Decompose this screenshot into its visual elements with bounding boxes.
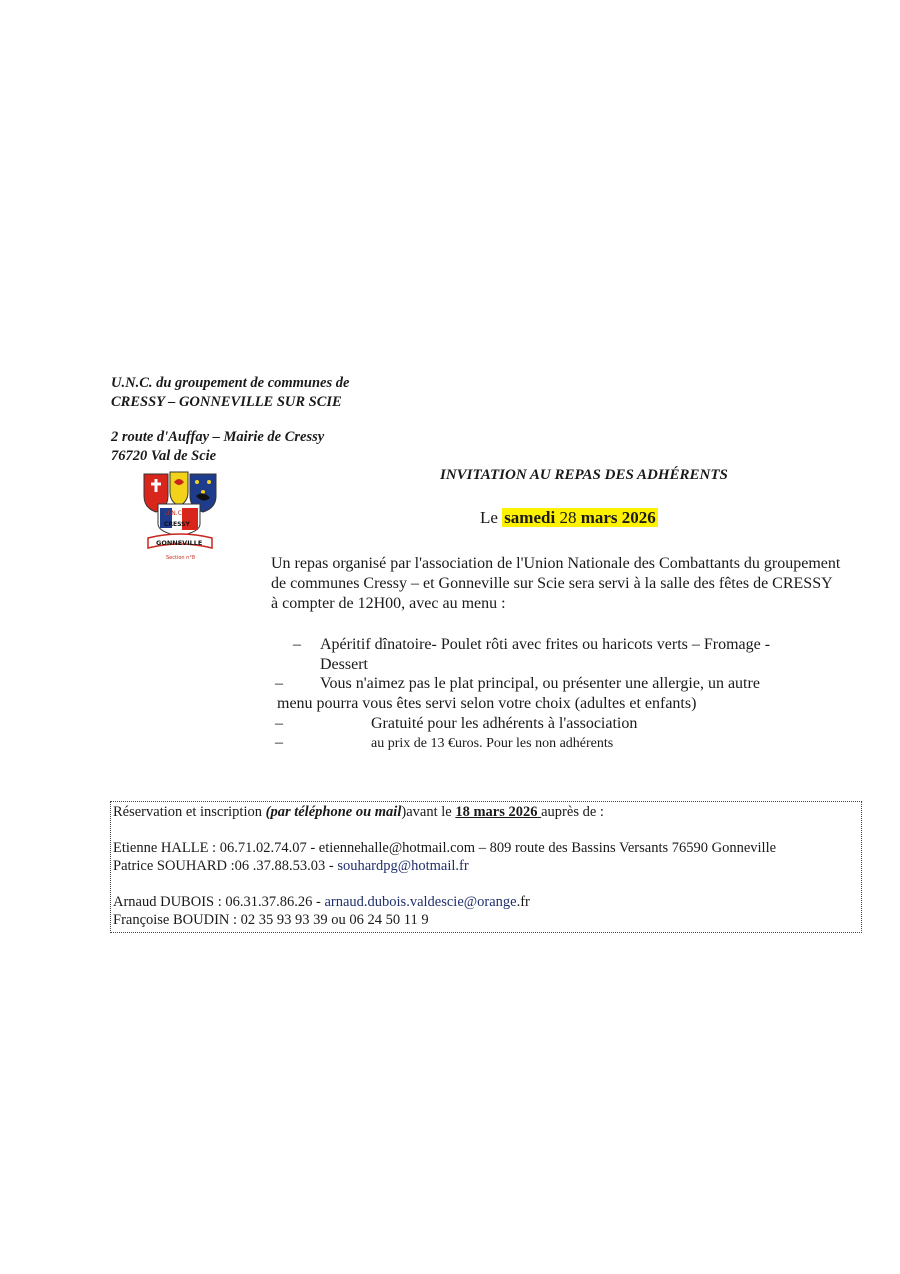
bullet-dash-3: – bbox=[275, 715, 283, 732]
logo-unc-text: U.N.C bbox=[165, 510, 182, 517]
header-address: 2 route d'Auffay – Mairie de Cressy bbox=[111, 429, 325, 445]
header-line-1: U.N.C. du groupement de communes de bbox=[111, 375, 350, 391]
reservation-intro-d: auprès de : bbox=[541, 804, 604, 820]
contact-arnaud-email-tld: .fr bbox=[516, 894, 530, 910]
menu-item-3: Gratuité pour les adhérents à l'association bbox=[371, 715, 638, 732]
logo-cressy-text: CRESSY bbox=[164, 521, 190, 528]
date-month-year: mars 2026 bbox=[580, 508, 656, 527]
unc-logo bbox=[138, 470, 222, 562]
date-prefix: Le bbox=[480, 508, 498, 527]
contact-etienne: Etienne HALLE : 06.71.02.74.07 - etiennehalle@hotmail.com – 809 route des Bassins Versants 76590 Gonneville bbox=[113, 840, 777, 856]
reservation-deadline: 18 mars 2026 bbox=[455, 804, 542, 820]
logo-section-text: Section n°8 bbox=[166, 555, 196, 561]
logo-gonneville-text: GONNEVILLE bbox=[156, 539, 203, 547]
contact-arnaud-email[interactable]: arnaud.dubois.valdescie@orange bbox=[324, 894, 517, 910]
menu-item-2-line-1: Vous n'aimez pas le plat principal, ou présenter une allergie, un autre bbox=[320, 675, 760, 692]
menu-item-2-line-2: menu pourra vous êtes servi selon votre choix (adultes et enfants) bbox=[277, 695, 697, 712]
date-day-word: samedi bbox=[504, 508, 556, 527]
reservation-intro-a: Réservation et inscription bbox=[113, 804, 266, 820]
bullet-dash: – bbox=[293, 636, 301, 653]
contact-patrice-phone: Patrice SOUHARD :06 .37.88.53.03 - bbox=[113, 858, 338, 874]
header-city: 76720 Val de Scie bbox=[111, 448, 217, 464]
bullet-dash-4: – bbox=[275, 734, 283, 751]
menu-item-1-text: Apéritif dînatoire- Poulet rôti avec frites ou haricots verts – Fromage - Dessert bbox=[320, 636, 771, 673]
association-header bbox=[111, 374, 349, 466]
date-highlight bbox=[502, 508, 658, 527]
event-date bbox=[480, 508, 658, 528]
intro-paragraph: Un repas organisé par l'association de l'Union Nationale des Combattants du groupement de communes Cressy – et Gonneville sur Scie sera servi à la salle des fêtes de CRESSY à compter de 12H00, avec au menu : bbox=[271, 555, 841, 612]
contact-arnaud-phone: Arnaud DUBOIS : 06.31.37.86.26 - bbox=[113, 894, 325, 910]
reservation-intro bbox=[113, 804, 604, 821]
contact-francoise: Françoise BOUDIN : 02 35 93 93 39 ou 06 24 50 11 9 bbox=[113, 912, 429, 928]
contact-arnaud bbox=[113, 894, 530, 911]
header-line-2: CRESSY – GONNEVILLE SUR SCIE bbox=[111, 394, 342, 410]
reservation-box bbox=[110, 801, 862, 933]
contact-patrice bbox=[113, 858, 469, 875]
reservation-intro-c: )avant le bbox=[401, 804, 456, 820]
invitation-title: INVITATION AU REPAS DES ADHÉRENTS bbox=[440, 467, 728, 483]
contact-patrice-email[interactable]: souhardpg@hotmail.fr bbox=[337, 858, 469, 874]
bullet-dash-2: – bbox=[275, 675, 283, 692]
menu-item-4: au prix de 13 €uros. Pour les non adhérents bbox=[371, 736, 614, 751]
date-day-number: 28 bbox=[559, 508, 577, 527]
reservation-intro-b: (par téléphone ou mail bbox=[265, 804, 402, 820]
